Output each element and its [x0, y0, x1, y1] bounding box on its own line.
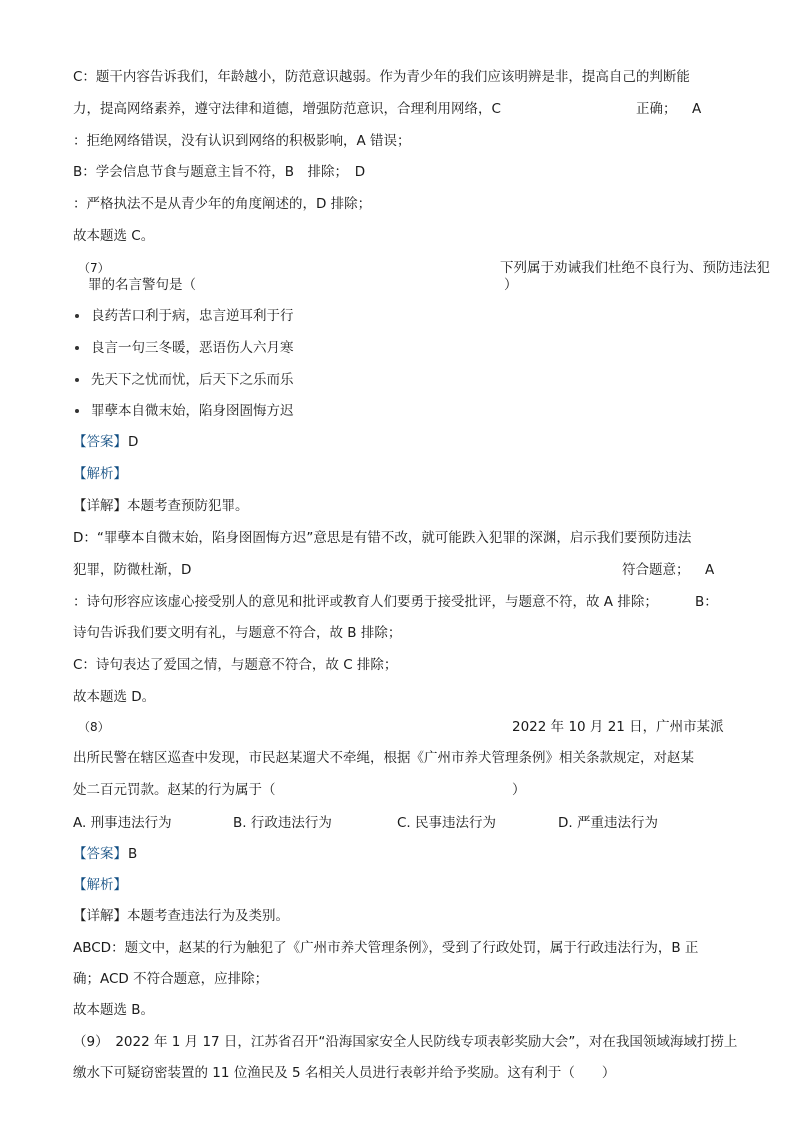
q8-option-d: D. 严重违法行为	[558, 815, 658, 831]
q7-option-3: 先天下之忧而忧，后天下之乐而乐	[91, 372, 294, 388]
q7-conclusion: 故本题选 D。	[73, 689, 156, 705]
q7-answer-label: 【答案】	[73, 434, 127, 450]
bullet-icon	[75, 314, 79, 318]
q6-explanation-c: C：题干内容告诉我们，年龄越小，防范意识越弱。作为青少年的我们应该明辨是非，提高自己的判断能	[73, 69, 690, 85]
q7-answer-value: D	[128, 434, 139, 450]
q6-conclusion: 故本题选 C。	[73, 228, 155, 244]
q7-option-1: 良药苦口利于病，忠言逆耳利于行	[91, 308, 294, 324]
q6-explanation-d: ：严格执法不是从青少年的角度阐述的，D 排除；	[73, 196, 372, 212]
q7-number: （7）	[78, 261, 110, 275]
q8-option-c: C. 民事违法行为	[397, 815, 497, 831]
q7-option-4: 罪孽本自微末始，陷身囹圄悔方迟	[91, 403, 294, 419]
q7-explanation-a: ：诗句形容应该虚心接受别人的意见和批评或教育人们要勇于接受批评，与题意不符，故 A 排除；	[73, 594, 658, 610]
q8-stem-part3: 处二百元罚款。赵某的行为属于（	[73, 782, 276, 798]
q8-conclusion: 故本题选 B。	[73, 1002, 155, 1018]
q8-stem-part1: 2022 年 10 月 21 日，广州市某派	[512, 719, 724, 735]
q8-stem-close: ）	[512, 782, 526, 798]
q8-explanation-cont: 确；ACD 不符合题意，应排除；	[73, 971, 269, 987]
q7-option-letter-a: A	[705, 562, 715, 578]
q8-stem-part2: 出所民警在辖区巡查中发现，市民赵某遛犬不牵绳，根据《广州市养犬管理条例》相关条款规定，对赵某	[73, 750, 694, 766]
q9-stem-cont: 缴水下可疑窃密装置的 11 位渔民及 5 名相关人员进行表彰并给予奖励。这有利于（ ）	[73, 1065, 616, 1081]
q9-stem: （9） 2022 年 1 月 17 日，江苏省召开“沿海国家安全人民防线专项表彰奖励大会”，对在我国领域海域打捞上	[73, 1034, 738, 1050]
q8-answer-value: B	[128, 846, 138, 862]
q7-explanation-d-cont: 犯罪，防微杜渐，D	[73, 562, 192, 578]
q6-explanation-b: B：学会信息节食与题意主旨不符，B 排除； D	[73, 164, 366, 180]
q7-explanation-c: C：诗句表达了爱国之情，与题意不符合，故 C 排除；	[73, 657, 398, 673]
q7-option-2: 良言一句三冬暖，恶语伤人六月寒	[91, 340, 294, 356]
q7-explanation-d: D：“罪孽本自微末始，陷身囹圄悔方迟”意思是有错不改，就可能跌入犯罪的深渊，启示我们要预防违法	[73, 530, 692, 546]
q8-answer-label: 【答案】	[73, 846, 127, 862]
q7-option-letter-b: B：	[695, 594, 718, 610]
q8-number: （8）	[78, 720, 110, 734]
q6-explanation-c-cont: 力，提高网络素养，遵守法律和道德，增强防范意识，合理利用网络，C	[73, 101, 501, 117]
q8-analysis-label: 【解析】	[73, 877, 127, 893]
q7-stem-part1: 下列属于劝诫我们杜绝不良行为、预防违法犯	[500, 260, 770, 276]
q6-correct-mark: 正确；	[636, 101, 677, 117]
bullet-icon	[75, 346, 79, 350]
q7-analysis-label: 【解析】	[73, 466, 127, 482]
q7-stem-part2: 罪的名言警句是（	[88, 277, 196, 293]
q8-explanation: ABCD：题文中，赵某的行为触犯了《广州市养犬管理条例》，受到了行政处罚，属于行政违法行为，B 正	[73, 940, 699, 956]
q8-option-a: A. 刑事违法行为	[73, 815, 172, 831]
q8-option-b: B. 行政违法行为	[233, 815, 332, 831]
q7-correct-mark: 符合题意；	[622, 562, 690, 578]
q6-option-letter-a: A	[692, 101, 702, 117]
q8-detail: 【详解】本题考查违法行为及类别。	[73, 908, 289, 924]
q7-stem-close: ）	[504, 277, 518, 293]
q7-explanation-b: 诗句告诉我们要文明有礼，与题意不符合，故 B 排除；	[73, 625, 402, 641]
q6-explanation-a: ：拒绝网络错误，没有认识到网络的积极影响，A 错误；	[73, 133, 411, 149]
bullet-icon	[75, 378, 79, 382]
bullet-icon	[75, 409, 79, 413]
q7-detail: 【详解】本题考查预防犯罪。	[73, 498, 249, 514]
